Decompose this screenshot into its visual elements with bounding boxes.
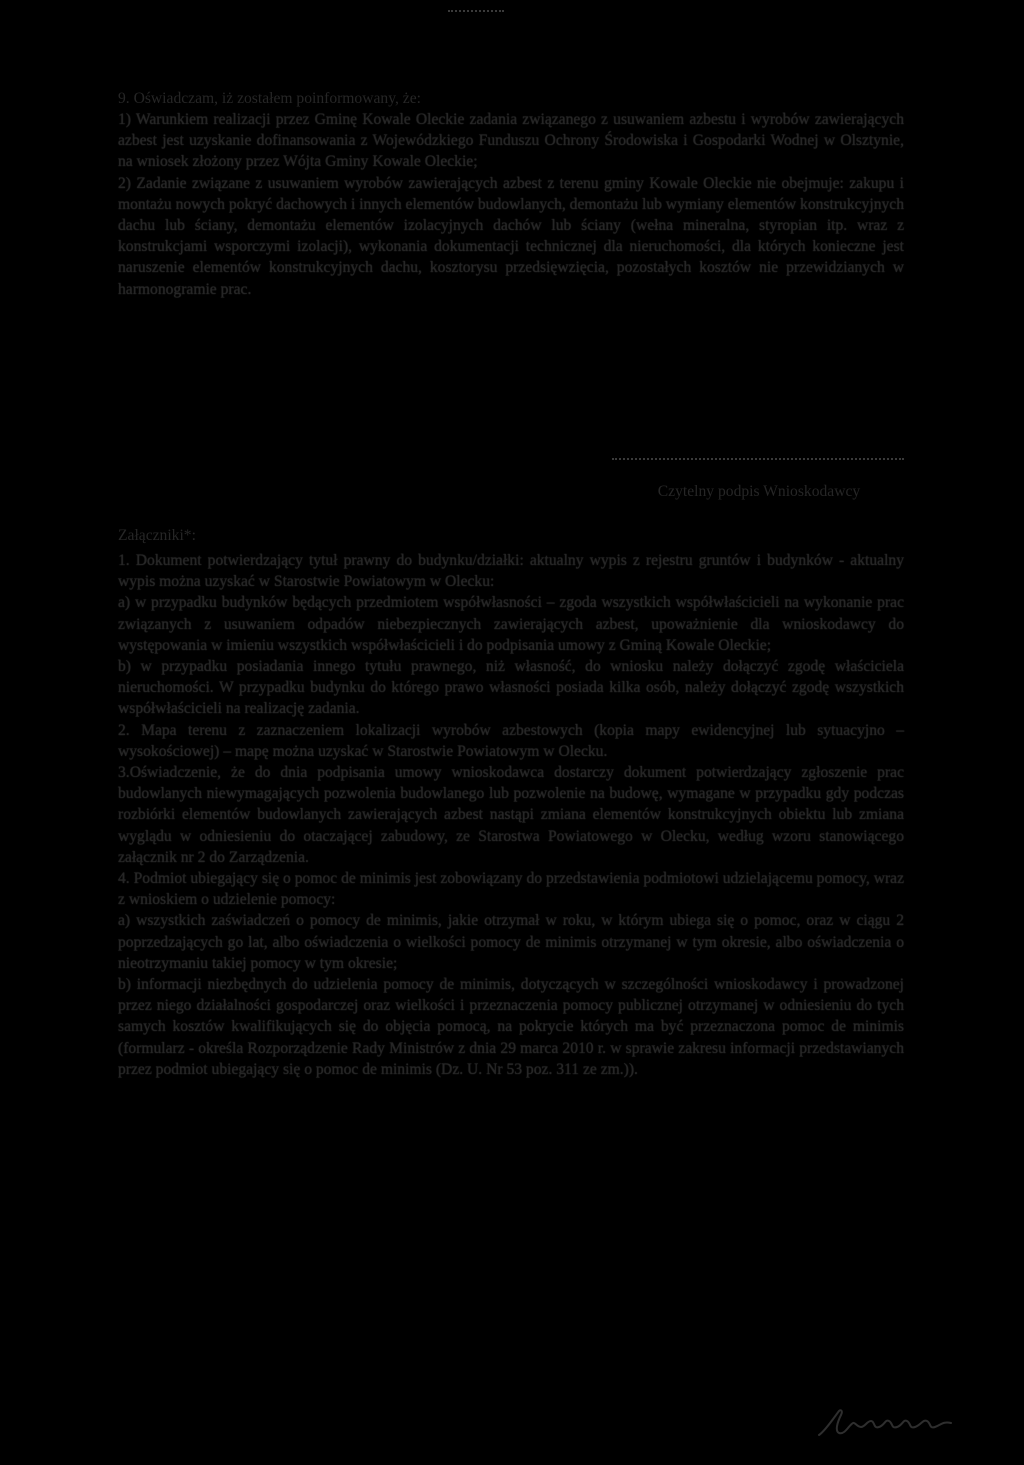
statement-item-2: 2) Zadanie związane z usuwaniem wyrobów zawierających azbest z terenu gminy Kowale Oleckie nie obejmuje: zakupu i montażu nowych pokryć dachowych i innych elementów budowlanych, demontażu lub wymiany elementów konstrukcyjnych dachu lub ściany, demontażu elementów izolacyjnych dachów lub ściany (wełna mineralna, styropian itp. wraz z konstrukcjami wsporczymi izolacji), wykonania dokumentacji technicznej dla nieruchomości, dla których konieczne jest naruszenie elementów konstrukcyjnych dachu, kosztorysu przedsięwzięcia, pozostałych kosztów nie przewidzianych w harmonogramie prac.	[118, 174, 904, 298]
scan-artifact-mark	[448, 0, 504, 12]
attachment-item-4: 4. Podmiot ubiegający się o pomoc de minimis jest zobowiązany do przedstawienia podmiotowi udzielającemu pomocy, wraz z wnioskiem o udzielenie pomocy:	[118, 870, 904, 909]
attachment-item-3: 3.Oświadczenie, że do dnia podpisania umowy wnioskodawca dostarczy dokument potwierdzający zgłoszenie prac budowlanych niewymagających pozwolenia budowlanego lub pozwolenie na budowę, wymagane w przypadku gdy podczas rozbiórki elementów budowlanych zawierających azbest nastąpi zmiana elementów konstrukcyjnych obiektu lub zmiana wyglądu w odniesieniu do otaczającej zabudowy, ze Starostwa Powiatowego w Olecku, według wzoru stanowiącego załącznik nr 2 do Zarządzenia.	[118, 764, 904, 866]
attachments-list	[118, 550, 904, 1080]
attachment-item-1: 1. Dokument potwierdzający tytuł prawny do budynku/działki: aktualny wypis z rejestru gruntów i budynków - aktualny wypis można uzyskać w Starostwie Powiatowym w Olecku:	[118, 552, 904, 591]
statement-heading: 9. Oświadczam, iż zostałem poinformowany, że:	[118, 90, 421, 107]
signature-line	[612, 458, 904, 464]
attachment-item-2: 2. Mapa terenu z zaznaczeniem lokalizacji wyrobów azbestowych (kopia mapy ewidencyjnej lub sytuacyjno – wysokościowej) – mapę można uzyskać w Starostwie Powiatowym w Olecku.	[118, 721, 904, 760]
handwritten-signature	[815, 1405, 955, 1439]
statement-items	[118, 109, 904, 300]
attachment-item-4a: a) wszystkich zaświadczeń o pomocy de minimis, jakie otrzymał w roku, w którym ubiega się o pomoc, oraz w ciągu 2 poprzedzających go lat, albo oświadczenia o wielkości pomocy de minimis otrzymanej w tym okresie, albo oświadczenia o nieotrzymaniu takiej pomocy w tym okresie;	[118, 912, 904, 972]
attachment-item-1a: a) w przypadku budynków będących przedmiotem współwłasności – zgoda wszystkich współwłaścicieli na wykonanie prac związanych z usuwaniem odpadów niebezpiecznych zawierających azbest, upoważnienie dla wnioskodawcy do występowania w imieniu wszystkich współwłaścicieli i do podpisania umowy z Gminą Kowale Oleckie;	[118, 594, 904, 654]
attachment-item-4b: b) informacji niezbędnych do udzielenia pomocy de minimis, dotyczących w szczególności wnioskodawcy i prowadzonej przez niego działalności gospodarczej oraz wielkości i przeznaczenia pomocy publicznej otrzymanej w odniesieniu do tych samych kosztów kwalifikujących się do objęcia pomocą, na pokrycie których ma być przeznaczona pomoc de minimis (formularz - określa Rozporządzenie Rady Ministrów z dnia 29 marca 2010 r. w sprawie zakresu informacji przedstawianych przez podmiot ubiegający się o pomoc de minimis (Dz. U. Nr 53 poz. 311 ze zm.)).	[118, 976, 904, 1078]
attachment-item-1b: b) w przypadku posiadania innego tytułu prawnego, niż własność, do wniosku należy dołączyć zgodę właściciela nieruchomości. W przypadku budynku do którego prawo własności posiada kilka osób, należy dołączyć zgodę wszystkich współwłaścicieli na realizację zadania.	[118, 658, 904, 718]
statement-item-1: 1) Warunkiem realizacji przez Gminę Kowale Oleckie zadania związanego z usuwaniem azbestu i wyrobów zawierających azbest jest uzyskanie dofinansowania z Wojewódzkiego Funduszu Ochrony Środowiska i Gospodarki Wodnej w Olsztynie, na wniosek złożony przez Wójta Gminy Kowale Oleckie;	[118, 111, 904, 171]
signature-label: Czytelny podpis Wnioskodawcy	[657, 483, 861, 500]
attachments-title: Załączniki*:	[118, 527, 196, 544]
